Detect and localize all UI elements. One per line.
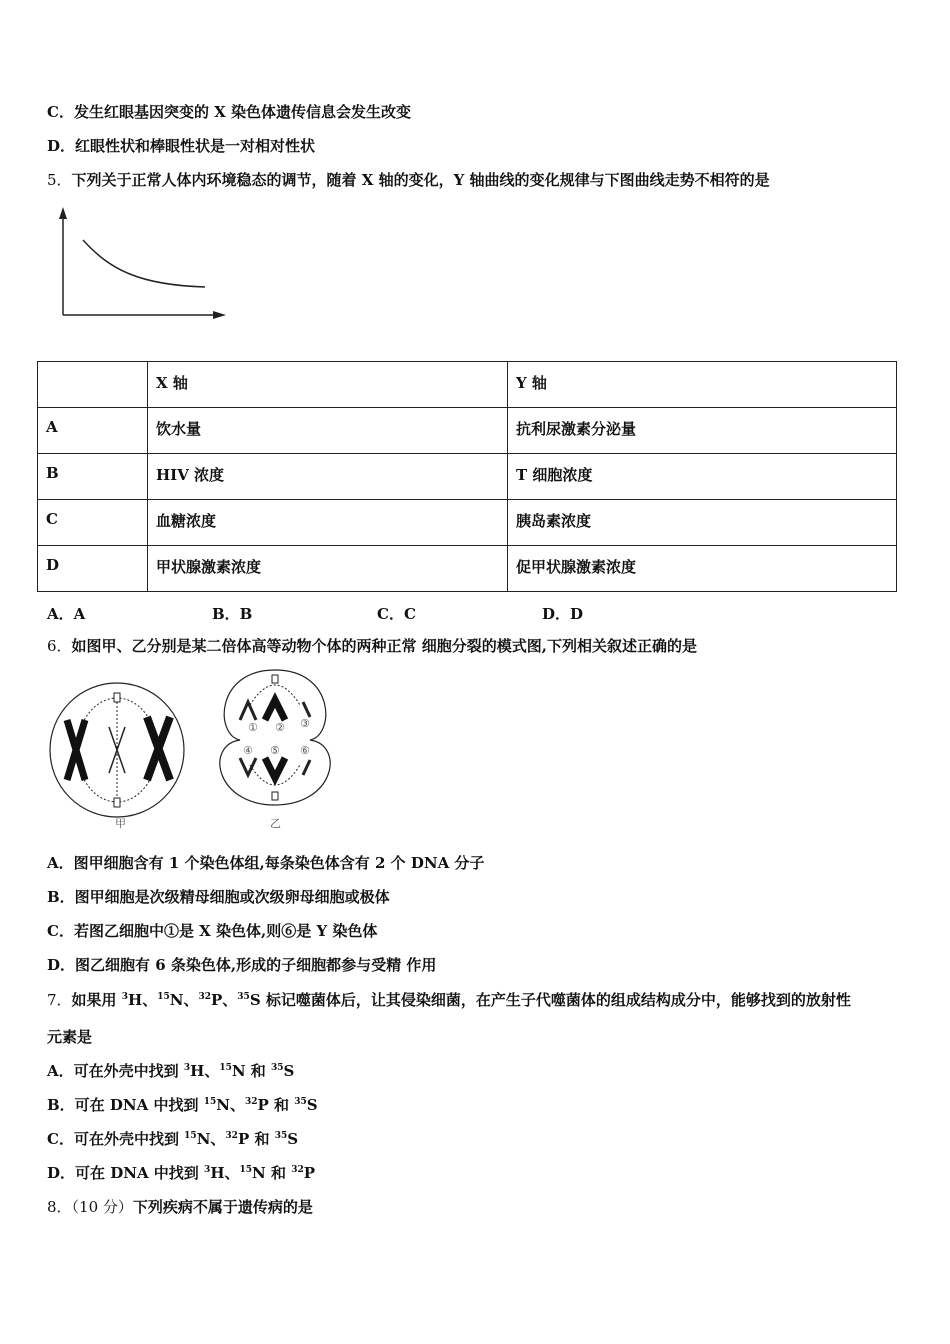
label-2: ② — [275, 721, 285, 734]
label-1: ① — [248, 721, 258, 734]
table-row: B HIV 浓度 T 细胞浓度 — [38, 454, 897, 500]
choice-d: D．D — [542, 605, 584, 623]
q5-table — [37, 361, 897, 592]
q7-option-c: C．可在外壳中找到 $^{15}$N、$^{32}$P 和 $^{35}$S — [47, 1130, 299, 1148]
choice-c: C．C — [377, 605, 416, 623]
q6-option-b: B．图甲细胞是次级精母细胞或次级卵母细胞或极体 — [47, 888, 390, 906]
q7-stem: 7．如果用 $^3$H、$^{15}$N、$^{32}$P、$^{35}$S 标记噬菌体后，让其侵染细菌，在产生子代噬菌体的组成结构成分中，能够找到的放射性 — [47, 991, 851, 1009]
choice-a: A．A — [47, 605, 86, 623]
q6-option-d: D．图乙细胞有 6 条染色体,形成的子细胞都参与受精 作用 — [47, 956, 437, 974]
label-yi: 乙 — [270, 817, 281, 830]
q4-option-d: D．红眼性状和棒眼性状是一对相对性状 — [47, 137, 316, 155]
table-row: A 饮水量 抗利尿激素分泌量 — [38, 408, 897, 454]
table-row: D 甲状腺激素浓度 促甲状腺激素浓度 — [38, 546, 897, 592]
label-5: ⑤ — [270, 744, 280, 757]
q7-option-d: D．可在 DNA 中找到 $^3$H、$^{15}$N 和 $^{32}$P — [47, 1164, 315, 1182]
q6-option-c: C．若图乙细胞中①是 X 染色体,则⑥是 Y 染色体 — [47, 922, 378, 940]
choice-b: B．B — [212, 605, 253, 623]
label-jia: 甲 — [115, 817, 126, 830]
label-4: ④ — [243, 744, 253, 757]
cell-yi — [220, 670, 330, 805]
header-x-axis: X 轴 — [148, 362, 508, 408]
cell-jia — [50, 683, 184, 817]
header-y-axis: Y 轴 — [508, 362, 897, 408]
q4-option-c: C．发生红眼基因突变的 X 染色体遗传信息会发生改变 — [47, 103, 412, 121]
q8-stem: 8．（10 分）下列疾病不属于遗传病的是 — [47, 1198, 313, 1216]
label-6: ⑥ — [300, 744, 310, 757]
q6-stem: 6．如图甲、乙分别是某二倍体高等动物个体的两种正常 细胞分裂的模式图,下列相关叙述正确的是 — [47, 637, 697, 655]
q5-curve-graph — [50, 205, 235, 325]
q6-option-a: A．图甲细胞含有 1 个染色体组,每条染色体含有 2 个 DNA 分子 — [47, 854, 485, 872]
table-row: C 血糖浓度 胰岛素浓度 — [38, 500, 897, 546]
q7-option-a: A．可在外壳中找到 $^3$H、$^{15}$N 和 $^{35}$S — [47, 1062, 295, 1080]
table-header-row — [38, 362, 897, 408]
cell-division-figure — [45, 665, 345, 835]
label-3: ③ — [300, 717, 310, 730]
q7-stem-cont: 元素是 — [47, 1028, 93, 1046]
q5-stem: 5．下列关于正常人体内环境稳态的调节，随着 X 轴的变化，Y 轴曲线的变化规律与下图曲线走势不相符的是 — [47, 171, 770, 189]
q7-option-b: B．可在 DNA 中找到 $^{15}$N、$^{32}$P 和 $^{35}$S — [47, 1096, 318, 1114]
